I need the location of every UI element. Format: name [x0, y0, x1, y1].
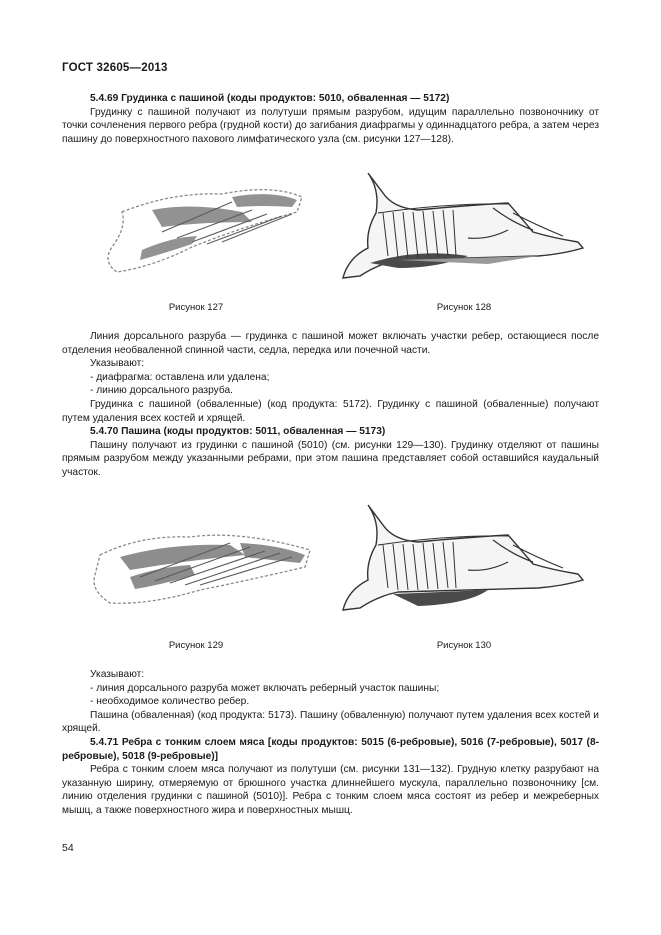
section-heading: 5.4.70 Пашина (коды продуктов: 5011, обваленная — 5173) — [90, 426, 386, 438]
paragraph: Ребра с тонким слоем мяса получают из полутуши (см. рисунки 131—132). Грудную клетку разрубают на указанную ширину, отмеряемую от брюшного участка длиннейшего мускула, параллельно позвоночнику [см. линию отделения грудинки с пашиной (5010)]. Ребра с тонким слоем мяса состоят из ребер и межреберных мышц, а также поверхностного жира и поверхностных мышц. — [62, 764, 599, 816]
paragraph: Грудинка с пашиной (обваленные) (код продукта: 5172). Грудинку с пашиной (обваленные) получают путем удаления всех костей и хрящей. — [62, 398, 599, 424]
section-heading: 5.4.69 Грудинка с пашиной (коды продуктов: 5010, обваленная — 5172) — [90, 93, 450, 104]
figure-127-image — [92, 172, 312, 287]
figure-129-image — [80, 505, 320, 625]
list-item: - линию дорсального разруба. — [90, 385, 233, 397]
mid-block — [62, 330, 599, 480]
list-item: - линия дорсального разруба может включать реберный участок пашины; — [90, 682, 440, 694]
list-item: - диафрагма: оставлена или удалена; — [90, 371, 270, 383]
paragraph: Пашина (обваленная) (код продукта: 5173). Пашину (обваленную) получают путем удаления всех костей и хрящей. — [62, 709, 599, 735]
specify-label: Указывают: — [90, 669, 145, 680]
figure-129-caption: Рисунок 129 — [168, 640, 224, 651]
paragraph: Линия дорсального разруба — грудинка с пашиной может включать участки ребер, остающиеся после отделения необваленной спинной части, седла, передка или почечной части. — [62, 331, 599, 356]
paragraph: Пашину получают из грудинки с пашиной (5010) (см. рисунки 129—130). Грудинку отделяют от пашины прямым разрубом между указанными ребрами, при этом пашина представляет собой оставшийся каудальный участок. — [62, 439, 599, 478]
page-number: 54 — [62, 842, 74, 854]
list-item: - необходимое количество ребер. — [90, 696, 250, 708]
document-header: ГОСТ 32605—2013 — [62, 62, 168, 74]
lower-block — [62, 668, 599, 818]
section-heading: 5.4.71 Ребра с тонким слоем мяса [коды продуктов: 5015 (6-ребровые), 5016 (7-ребровые), 5017 (8-ребровые), 5018 (9-ребровые)] — [62, 736, 599, 762]
figure-127-caption: Рисунок 127 — [168, 302, 224, 313]
figure-130-image — [338, 500, 590, 622]
paragraph: Грудинку с пашиной получают из полутуши прямым разрубом, идущим параллельно позвоночнику от точки сочленения первого ребра (грудной кости) до загибания диафрагмы у одиннадцатого ребра, а затем через пашину до поверхностного пахового лимфатического узла (см. рисунки 127—128). — [62, 106, 599, 145]
specify-label: Указывают: — [90, 358, 145, 370]
figure-128-caption: Рисунок 128 — [436, 302, 492, 313]
section-5-4-69 — [62, 92, 599, 146]
figure-128-image — [338, 168, 590, 290]
figure-130-caption: Рисунок 130 — [436, 640, 492, 651]
